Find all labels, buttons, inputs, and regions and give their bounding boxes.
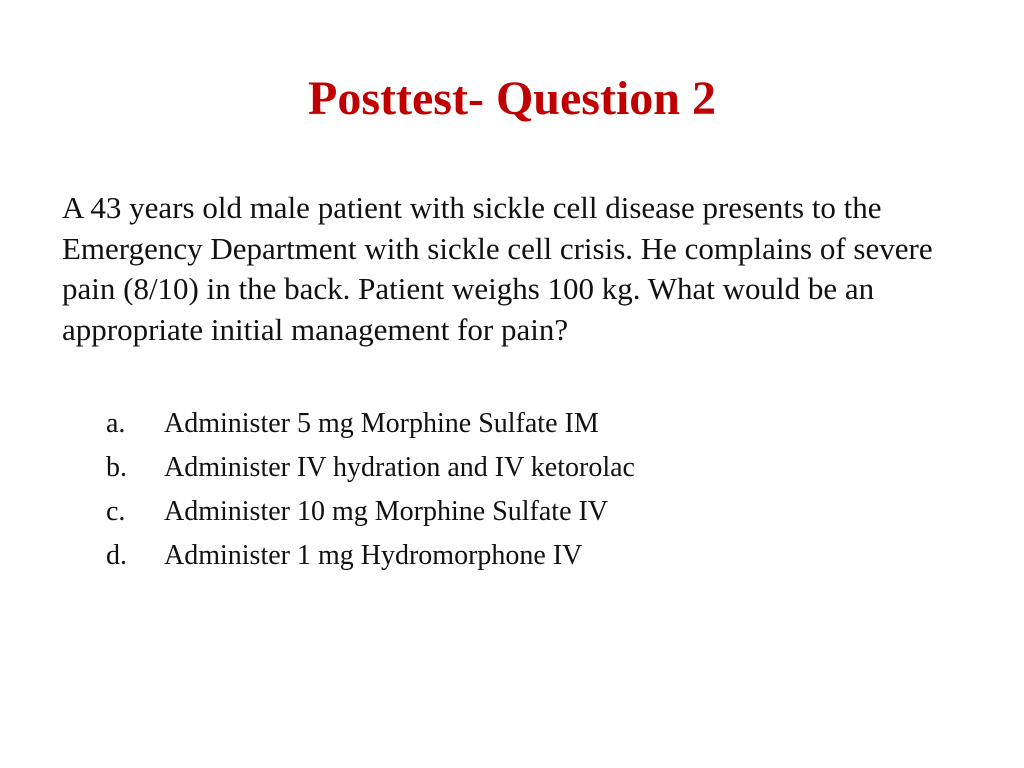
answer-option-c (106, 490, 906, 534)
option-text: Administer 5 mg Morphine Sulfate IM (164, 408, 599, 439)
answer-option-d (106, 534, 906, 578)
option-letter: a. (106, 408, 126, 439)
option-text: Administer 10 mg Morphine Sulfate IV (164, 496, 609, 527)
answer-option-a (106, 402, 906, 446)
option-letter: b. (106, 452, 127, 483)
option-text: Administer 1 mg Hydromorphone IV (164, 540, 583, 571)
option-letter: d. (106, 540, 127, 571)
question-text: A 43 years old male patient with sickle cell disease presents to the Emergency Department with sickle cell crisis. He complains of severe pain (8/10) in the back. Patient weighs 100 kg. What would be an appropriate initial management for pain? (62, 190, 933, 347)
slide-title: Posttest- Question 2 (308, 72, 716, 125)
option-text: Administer IV hydration and IV ketorolac (164, 452, 635, 483)
answer-option-b (106, 446, 906, 490)
option-letter: c. (106, 496, 126, 527)
answer-options-list (106, 402, 906, 578)
